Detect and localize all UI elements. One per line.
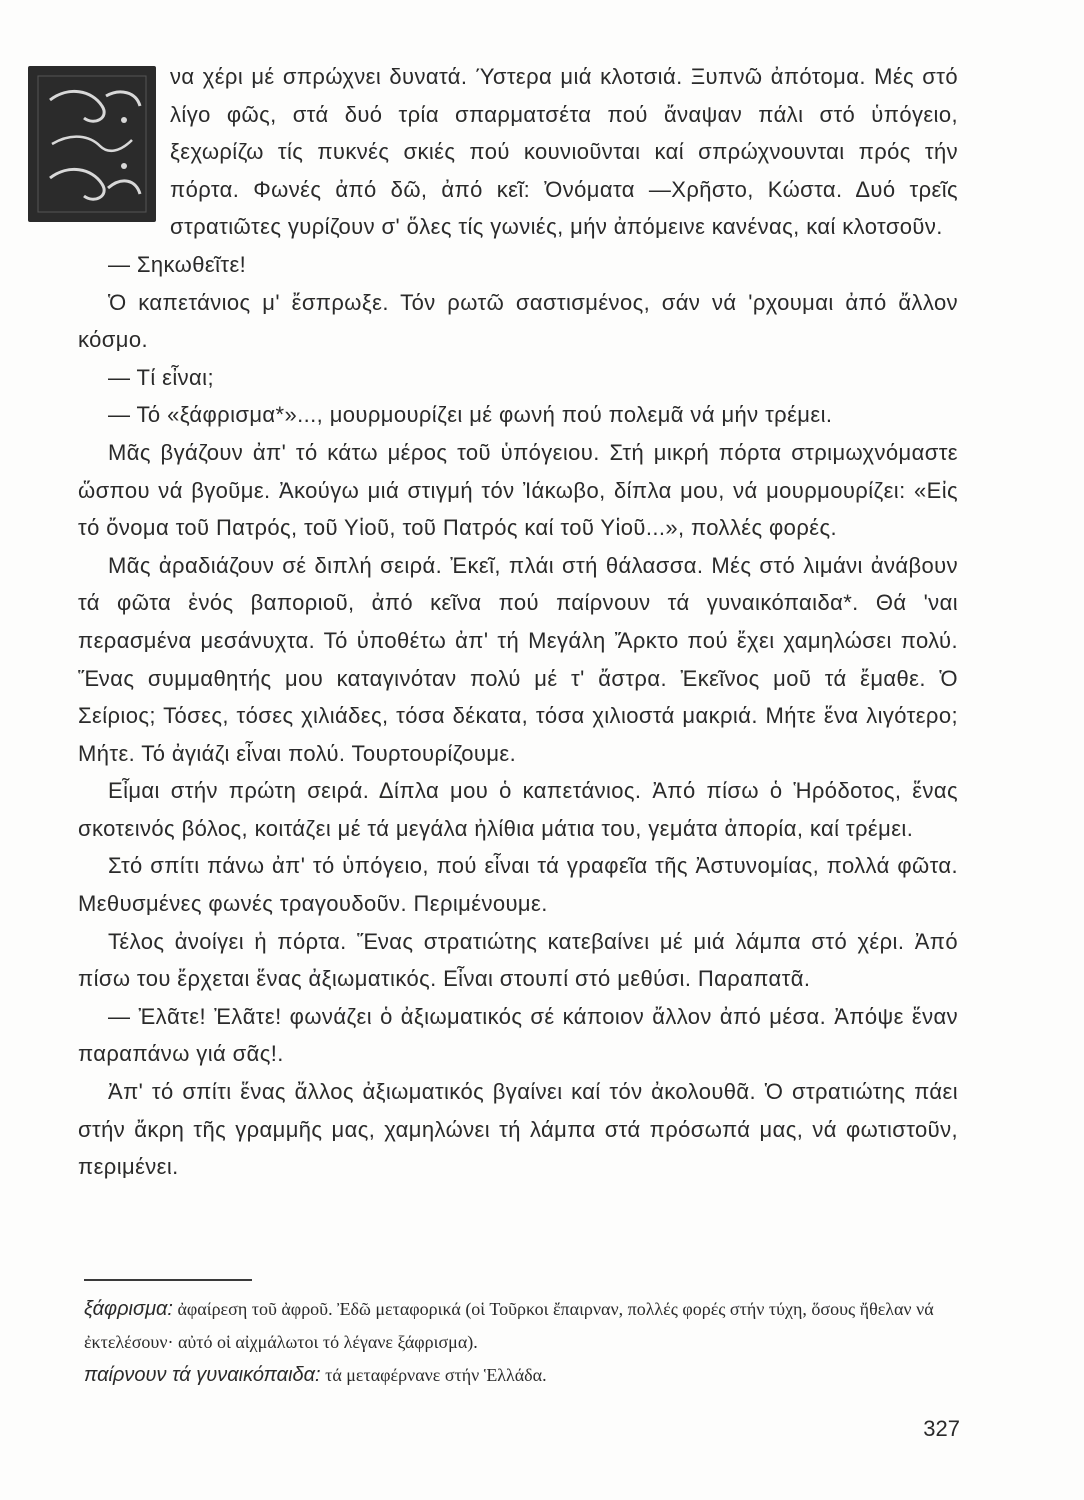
paragraph: — Τί εἶναι; (108, 364, 214, 390)
ornamental-drop-cap (28, 66, 156, 222)
paragraph: — Ἐλᾶτε! Ἐλᾶτε! φωνάζει ὁ ἀξιωματικός σέ κάποιον ἄλλον ἀπό μέσα. Ἀπόψε ἕναν παραπάνω γιά σᾶς!. (78, 1003, 958, 1067)
paragraph: Μᾶς ἀραδιάζουν σέ διπλή σειρά. Ἐκεῖ, πλάι στή θάλασσα. Μές στό λιμάνι ἀνάβουν τά φῶτα ἑνός βαποριοῦ, ἀπό κεῖνα πού παίρνουν τά γυναικόπαιδα*. Θά 'ναι περασμένα μεσάνυχτα. Τό ὑποθέτω ἀπ' τή Μεγάλη Ἄρκτο πού ἔχει χαμηλώσει πολύ. Ἕνας συμμαθητής μου καταγινόταν πολύ μέ τ' ἄστρα. Ἐκεῖνος μοῦ τά ἔμαθε. Ὁ Σείριος; Τόσες, τόσες χιλιάδες, τόσα δέκατα, τόσα χιλιοστά μακριά. Μήτε ἕνα λιγότερο; Μήτε. Τό ἀγιάζι εἶναι πολύ. Τουρτουρίζουμε. (78, 552, 958, 766)
paragraph: Στό σπίτι πάνω ἀπ' τό ὑπόγειο, πού εἶναι τά γραφεῖα τῆς Ἀστυνομίας, πολλά φῶτα. Μεθυσμένες φωνές τραγουδοῦν. Περιμένουμε. (78, 853, 958, 917)
footnote (84, 1293, 960, 1359)
footnote-divider (84, 1279, 252, 1281)
footnote-text: τά μεταφέρνανε στήν Ἑλλάδα. (320, 1365, 547, 1385)
page-number: 327 (923, 1416, 960, 1441)
paragraph: να χέρι μέ σπρώχνει δυνατά. Ύστερα μιά κλοτσιά. Ξυπνῶ ἀπότομα. Μές στό λίγο φῶς, στά δυό τρία σπαρματσέτα πού ἄναψαν πάλι στό ὑπόγειο, ξεχωρίζω τίς πυκνές σκιές πού κουνιοῦνται καί σπρώχνουνται πρός τήν πόρτα. Φωνές ἀπό δῶ, ἀπό κεῖ: Ὀνόματα —Χρῆστο, Κώστα. Δυό τρεῖς στρατιῶτες γυρίζουν σ' ὅλες τίς γωνιές, μήν ἀπόμεινε κανένας, καί κλοτσοῦν. (170, 64, 958, 240)
footnote-term: ξάφρισμα: (84, 1298, 173, 1320)
paragraph: — Τό «ξάφρισμα*»..., μουρμουρίζει μέ φωνή πού πολεμᾶ νά μήν τρέμει. (108, 402, 833, 428)
ornament-flourish-icon (28, 66, 156, 222)
footnote (84, 1359, 960, 1392)
paragraph: Τέλος ἀνοίγει ἡ πόρτα. Ἕνας στρατιώτης κατεβαίνει μέ μιά λάμπα στό χέρι. Ἀπό πίσω του ἔρχεται ἕνας ἀξιωματικός. Εἶναι στουπί στό μεθύσι. Παραπατᾶ. (78, 928, 958, 992)
main-text (78, 58, 958, 1186)
footnote-term: παίρνουν τά γυναικόπαιδα: (84, 1364, 321, 1386)
paragraph: Ὁ καπετάνιος μ' ἔσπρωξε. Τόν ρωτῶ σαστισμένος, σάν νά 'ρχουμαι ἀπό ἄλλον κόσμο. (78, 289, 958, 353)
paragraph: Ἀπ' τό σπίτι ἕνας ἄλλος ἀξιωματικός βγαίνει καί τόν ἀκολουθᾶ. Ὁ στρατιώτης πάει στήν ἄκρη τῆς γραμμῆς μας, χαμηλώνει τή λάμπα στά πρόσωπά μας, νά φωτιστοῦν, περιμένει. (78, 1079, 958, 1180)
paragraph: Μᾶς βγάζουν ἀπ' τό κάτω μέρος τοῦ ὑπόγειου. Στή μικρή πόρτα στριμωχνόμαστε ὥσπου νά βγοῦμε. Ἀκούγω μιά στιγμή τόν Ἰάκωβο, δίπλα μου, νά μουρμουρίζει: «Εἰς τό ὄνομα τοῦ Πατρός, τοῦ Υἱοῦ, τοῦ Πατρός καί τοῦ Υἱοῦ...», πολλές φορές. (78, 439, 958, 541)
footnote-text: ἀφαίρεση τοῦ ἀφροῦ. Ἐδῶ μεταφορικά (οἱ Τοῦρκοι ἔπαιρναν, πολλές φορές στήν τύχη, ὅσους ἤθελαν νά ἐκτελέσουν· αὐτό οἱ αἰχμάλωτοι τό λέγανε ξάφρισμα). (84, 1299, 934, 1352)
paragraph: Εἶμαι στήν πρώτη σειρά. Δίπλα μου ὁ καπετάνιος. Ἀπό πίσω ὁ Ἡρόδοτος, ἕνας σκοτεινός βόλος, κοιτάζει μέ τά μεγάλα ἠλίθια μάτια του, γεμάτα ἀπορία, καί τρέμει. (78, 778, 958, 841)
footnotes (84, 1293, 960, 1392)
paragraph: — Σηκωθεῖτε! (108, 251, 247, 277)
